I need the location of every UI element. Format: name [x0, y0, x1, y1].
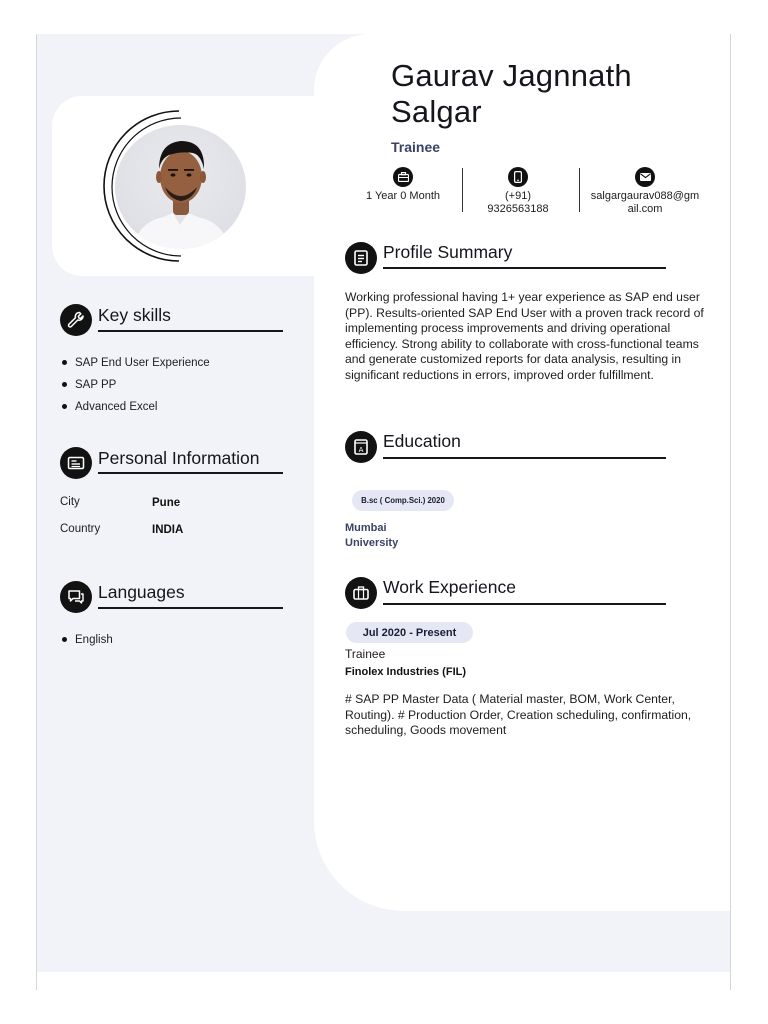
education-title: Education — [383, 431, 461, 451]
education-degree-badge: B.sc ( Comp.Sci.) 2020 — [352, 490, 454, 511]
work-role: Trainee — [345, 647, 386, 661]
country-value: INDIA — [152, 524, 184, 536]
section-underline — [383, 267, 666, 269]
contact-phone-text: (+91) 9326563188 — [487, 190, 549, 215]
languages-title: Languages — [98, 582, 185, 602]
section-underline — [98, 607, 283, 609]
city-value: Pune — [152, 497, 181, 509]
page-edge-right — [730, 34, 731, 990]
work-company: Finolex Industries (FIL) — [345, 666, 467, 678]
contact-phone[interactable] — [482, 167, 554, 216]
personal-information-title: Personal Information — [98, 448, 260, 468]
work-experience-title: Work Experience — [383, 577, 516, 597]
city-label: City — [60, 496, 80, 508]
profile-summary-title: Profile Summary — [383, 242, 513, 262]
document-icon — [345, 242, 377, 274]
section-underline — [383, 603, 666, 605]
section-underline — [98, 330, 283, 332]
email-icon — [635, 167, 655, 187]
wrench-icon — [60, 304, 92, 336]
candidate-role: Trainee — [391, 139, 441, 155]
list-item: SAP PP — [60, 378, 210, 400]
contact-email-text: salgargaurav088@gmail.com — [590, 190, 700, 215]
briefcase-icon — [393, 167, 413, 187]
country-label: Country — [60, 523, 101, 535]
phone-icon — [508, 167, 528, 187]
list-item: SAP End User Experience — [60, 356, 210, 378]
contact-experience — [360, 167, 446, 203]
key-skills-title: Key skills — [98, 305, 171, 325]
profile-summary-text: Working professional having 1+ year experience as SAP end user (PP). Results-oriented SAP End User with a proven track record of implementing process improvements and driving operational efficiency. Strong ability to collaborate with cross-functional teams and generate customized reports for data analysis, resulting in significant reductions in errors, improved order fulfillment. — [345, 290, 704, 382]
contact-separator — [579, 168, 580, 212]
list-item: English — [60, 633, 113, 655]
contact-separator — [462, 168, 463, 212]
chat-icon — [60, 581, 92, 613]
contact-experience-text: 1 Year 0 Month — [365, 190, 440, 202]
candidate-name: Gaurav Jagnnath Salgar — [391, 58, 632, 129]
list-item: Advanced Excel — [60, 400, 210, 422]
page-edge-left — [36, 34, 37, 990]
section-underline — [98, 472, 283, 474]
main-content-panel — [314, 34, 730, 911]
section-underline — [383, 457, 666, 459]
profile-photo — [115, 125, 246, 249]
svg-text:A: A — [358, 446, 364, 454]
work-period-badge: Jul 2020 - Present — [346, 622, 473, 643]
contact-email[interactable] — [589, 167, 701, 216]
languages-list — [60, 633, 113, 655]
education-icon — [345, 431, 377, 463]
id-card-icon — [60, 447, 92, 479]
key-skills-list — [60, 356, 210, 422]
education-institution: Mumbai University — [345, 522, 399, 549]
briefcase-icon — [345, 577, 377, 609]
work-description: # SAP PP Master Data ( Material master, BOM, Work Center, Routing). # Production Order, Creation scheduling, confirmation, scheduling, Goods movement — [345, 692, 692, 737]
